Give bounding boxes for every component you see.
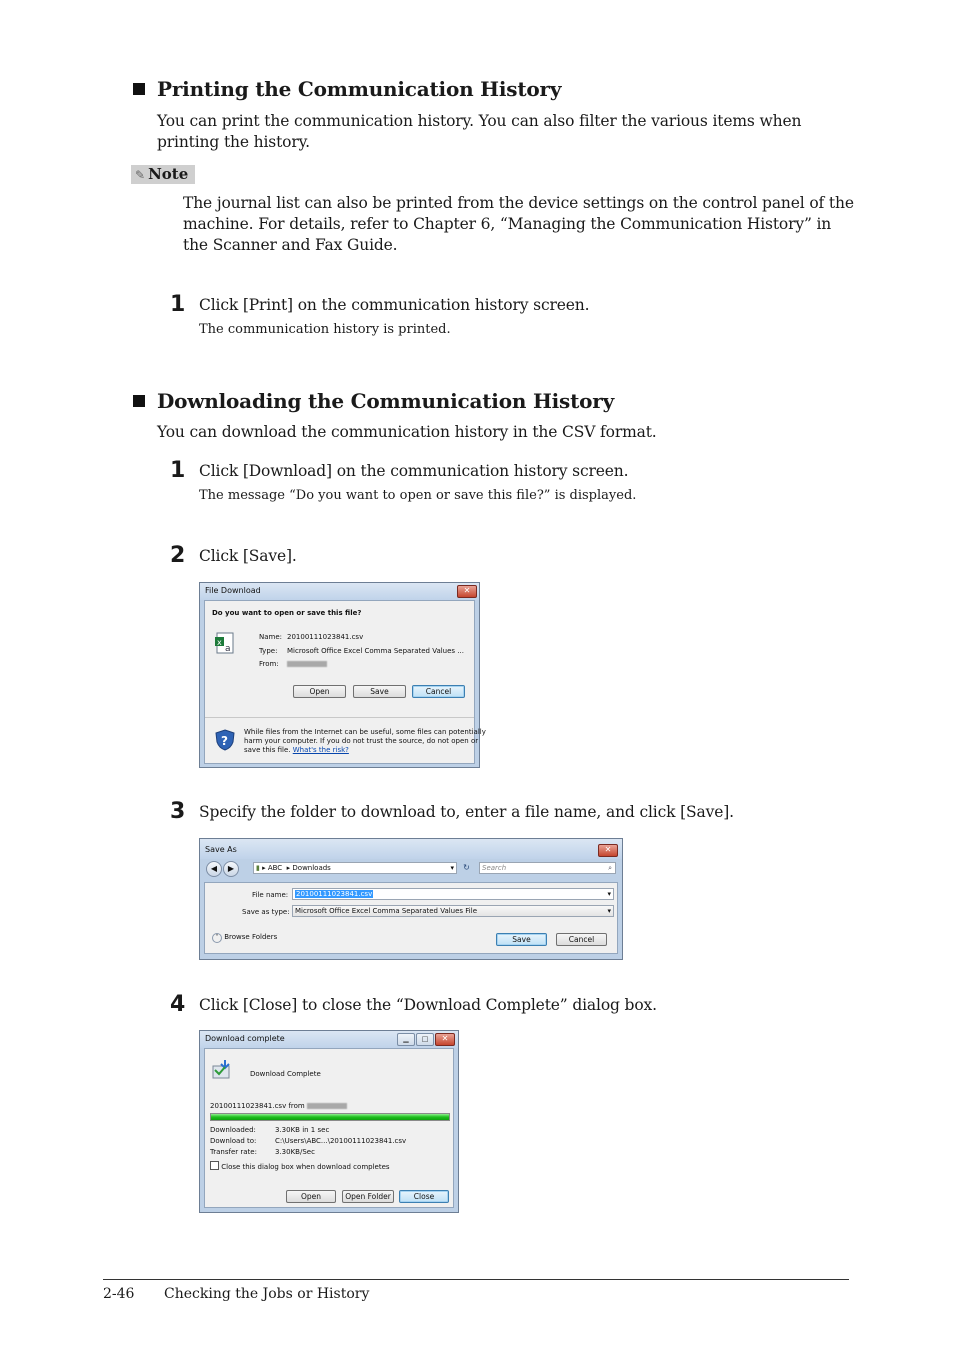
file-from-text: 20100111023841.csv from xyxy=(210,1102,347,1111)
close-icon[interactable]: ✕ xyxy=(435,1033,455,1046)
step-result: The communication history is printed. xyxy=(199,322,451,337)
name-value: 20100111023841.csv xyxy=(287,633,364,641)
name-label: Name: xyxy=(259,633,283,641)
step-number: 1 xyxy=(170,458,186,483)
cancel-button[interactable]: Cancel xyxy=(412,685,465,698)
save-button[interactable]: Save xyxy=(496,933,547,946)
dialog-body xyxy=(204,1048,454,1208)
svg-text:x: x xyxy=(217,638,222,647)
warning-text: While files from the Internet can be useful, some files can potentially harm your computer. If you do not trust the source, do not open or save this file. What's the risk? xyxy=(244,728,486,754)
file-name-label: File name: xyxy=(252,891,289,899)
downloaded-value: 3.30KB in 1 sec xyxy=(275,1126,330,1134)
download-to-value: C:\Users\ABC...\20100111023841.csv xyxy=(275,1137,407,1145)
downloaded-label: Downloaded: xyxy=(210,1126,256,1134)
footer-rule xyxy=(103,1279,849,1280)
minimize-icon[interactable]: ▁ xyxy=(397,1033,415,1046)
close-icon[interactable]: ✕ xyxy=(598,844,618,857)
dialog-question: Do you want to open or save this file? xyxy=(212,609,362,617)
step-number: 3 xyxy=(170,799,186,824)
back-arrow-icon[interactable]: ◀ xyxy=(206,861,222,877)
dialog-title: Save As xyxy=(200,839,622,859)
forward-arrow-icon[interactable]: ▶ xyxy=(223,861,239,877)
save-as-dialog xyxy=(199,838,623,960)
transfer-rate-value: 3.30KB/Sec xyxy=(275,1148,315,1156)
step-instruction: Specify the folder to download to, enter a file name, and click [Save]. xyxy=(199,803,734,821)
dialog-title: Download complete xyxy=(200,1031,458,1048)
step-number: 2 xyxy=(170,543,186,568)
pencil-icon: ✎ xyxy=(135,168,146,182)
square-bullet-icon xyxy=(133,83,145,95)
dialog-heading: Download Complete xyxy=(250,1070,321,1078)
dialog-body xyxy=(204,882,618,954)
section2-intro: You can download the communication history in the CSV format. xyxy=(157,423,657,441)
svg-text:?: ? xyxy=(221,734,228,748)
note-text: The journal list can also be printed from the device settings on the control panel of the machine. For details, refer to Chapter 6, “Managing the Communication History” in the Scanner and Fax Guide. xyxy=(183,194,854,254)
redacted-source xyxy=(307,1103,347,1109)
section1-intro: You can print the communication history. You can also filter the various items when printing the history. xyxy=(157,112,802,151)
page-number: 2-46 xyxy=(103,1286,135,1302)
chapter-title: Checking the Jobs or History xyxy=(164,1286,370,1302)
close-on-complete-checkbox[interactable]: Close this dialog box when download completes xyxy=(210,1161,390,1172)
type-label: Type: xyxy=(259,647,278,655)
close-icon[interactable]: ✕ xyxy=(457,585,477,598)
step-result: The message “Do you want to open or save this file?” is displayed. xyxy=(199,488,637,503)
file-name-input[interactable]: 20100111023841.csv ▾ xyxy=(292,888,614,900)
square-bullet-icon xyxy=(133,395,145,407)
refresh-icon[interactable]: ↻ xyxy=(463,863,470,872)
type-value: Microsoft Office Excel Comma Separated Values ... xyxy=(287,647,464,655)
risk-link[interactable]: What's the risk? xyxy=(292,746,349,754)
transfer-rate-label: Transfer rate: xyxy=(210,1148,257,1156)
maximize-icon[interactable]: □ xyxy=(416,1033,434,1046)
save-button[interactable]: Save xyxy=(353,685,406,698)
open-button[interactable]: Open xyxy=(286,1190,336,1203)
dialog-body xyxy=(204,600,486,764)
step-instruction: Click [Download] on the communication history screen. xyxy=(199,462,629,480)
search-icon: ⌕ xyxy=(608,864,612,872)
checkbox-box[interactable] xyxy=(210,1161,219,1170)
save-type-label: Save as type: xyxy=(242,908,290,916)
expand-chevron-icon: ˄ xyxy=(212,933,222,943)
section-heading-downloading: Downloading the Communication History xyxy=(133,389,614,413)
progress-bar xyxy=(210,1113,450,1121)
progress-fill xyxy=(211,1114,449,1120)
browse-folders-toggle[interactable]: ˄ Browse Folders xyxy=(212,933,277,943)
svg-text:a: a xyxy=(225,644,231,654)
open-folder-button[interactable]: Open Folder xyxy=(342,1190,394,1203)
download-complete-dialog xyxy=(199,1030,459,1213)
excel-file-icon xyxy=(214,631,236,655)
address-bar[interactable]: ▮ ▸ ABC ▸ Downloads ▾ xyxy=(253,862,457,874)
chevron-down-icon[interactable]: ▾ xyxy=(450,864,454,872)
cancel-button[interactable]: Cancel xyxy=(556,933,607,946)
file-download-dialog xyxy=(199,582,486,768)
dialog-title: File Download xyxy=(200,583,479,600)
search-input[interactable]: Search ⌕ xyxy=(479,862,616,874)
step-instruction: Click [Close] to close the “Download Complete” dialog box. xyxy=(199,996,657,1014)
step-instruction: Click [Print] on the communication history screen. xyxy=(199,296,590,314)
close-button[interactable]: Close xyxy=(399,1190,449,1203)
folder-icon: ▮ xyxy=(256,864,260,872)
from-label: From: xyxy=(259,660,279,668)
save-type-select[interactable]: Microsoft Office Excel Comma Separated Values File ▾ xyxy=(292,905,614,917)
download-check-icon xyxy=(211,1058,235,1080)
section-heading-printing: Printing the Communication History xyxy=(133,77,561,101)
redacted-source xyxy=(287,661,327,667)
chevron-down-icon[interactable]: ▾ xyxy=(607,907,611,915)
download-to-label: Download to: xyxy=(210,1137,257,1145)
step-number: 1 xyxy=(170,292,186,317)
step-instruction: Click [Save]. xyxy=(199,547,297,565)
security-shield-icon xyxy=(215,729,235,751)
step-number: 4 xyxy=(170,992,186,1017)
open-button[interactable]: Open xyxy=(293,685,346,698)
chevron-down-icon[interactable]: ▾ xyxy=(607,890,611,898)
divider xyxy=(205,717,474,718)
note-badge: ✎ Note xyxy=(131,165,195,184)
